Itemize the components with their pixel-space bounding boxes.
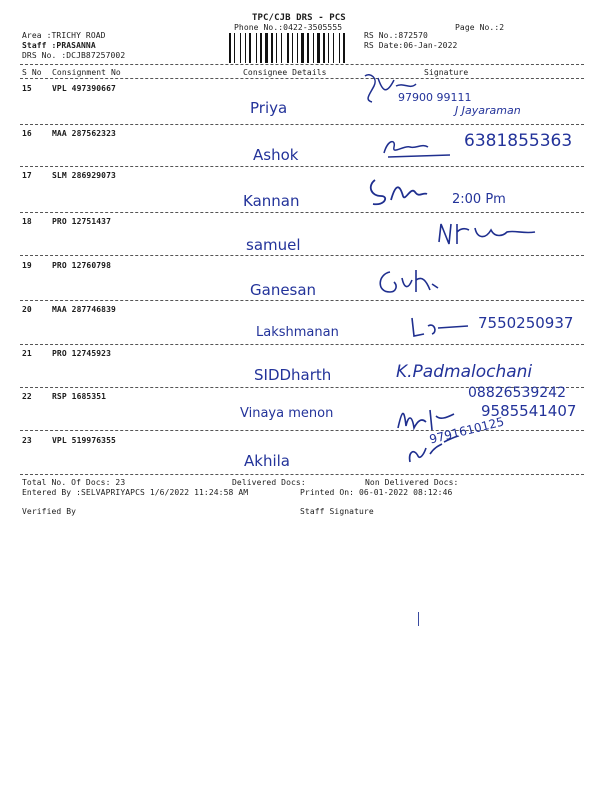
divider [20,255,584,256]
row-consignee: Ashok [253,146,299,164]
row-signature-text: 08826539242 [468,385,566,401]
row-signature-text: 97900 99111 [398,91,472,104]
barcode-bar [236,33,239,63]
barcode-bar [317,33,320,63]
barcode-bar [310,33,312,63]
col-signature: Signature [424,68,469,77]
row-consignment: PRO 12745923 [52,349,111,358]
row-signature-icon [380,133,455,161]
row-sno: 22 [22,392,32,401]
row-signature-icon [408,314,480,340]
barcode-bar [258,33,259,63]
barcode-bar [297,33,298,63]
barcode-bar [269,33,270,63]
row-signature-icon [360,70,420,110]
barcode-bar [249,33,251,63]
row-signature-text: 6381855363 [464,131,573,151]
row-consignment: MAA 287746839 [52,305,116,314]
barcode-bar [315,33,316,63]
barcode-bar [242,33,244,63]
row-sno: 19 [22,261,32,270]
barcode-bar [276,33,277,63]
divider [20,124,584,125]
divider [20,430,584,431]
divider [20,300,584,301]
row-consignment: VPL 519976355 [52,436,116,445]
staff-signature: Staff Signature [300,507,374,516]
barcode-bar [307,33,309,63]
pen-mark [418,612,419,626]
col-consignment: Consignment No [52,68,121,77]
barcode-bar [234,33,235,63]
row-signature-text-2: 9585541407 [481,402,577,420]
divider [20,474,584,475]
row-signature-icon [372,262,462,300]
row-consignee: Ganesan [250,281,317,299]
barcode-bar [301,33,304,63]
row-sno: 16 [22,129,32,138]
divider [20,78,584,79]
barcode-bar [341,33,342,63]
barcode-bar [260,33,262,63]
barcode-bar [247,33,248,63]
row-signature-text: 9791610125 [428,414,506,447]
barcode-bar [321,33,322,63]
barcode-bar [313,33,314,63]
row-consignment: PRO 12760798 [52,261,111,270]
delivered-docs: Delivered Docs: [232,478,306,487]
barcode-bar [292,33,293,63]
row-signature-icon [365,172,455,212]
row-sno: 15 [22,84,32,93]
row-consignee: Priya [250,99,288,117]
row-signature-text-2: J Jayaraman [455,104,521,117]
barcode-bar [333,33,334,63]
barcode-bar [328,33,329,63]
row-consignment: VPL 497390667 [52,84,116,93]
barcode-bar [343,33,345,63]
rs-number: RS No.:872570 [364,31,428,40]
divider [20,212,584,213]
barcode-bar [252,33,255,63]
barcode-bar [245,33,246,63]
barcode-bar [232,33,233,63]
page-number: Page No.:2 [455,23,505,32]
row-consignment: RSP 1685351 [52,392,107,401]
barcode-bar [278,33,280,63]
row-signature-text: 2:00 Pm [452,192,506,207]
barcode-bar [339,33,340,63]
barcode-bar [299,33,300,63]
non-delivered-docs: Non Delivered Docs: [365,478,459,487]
row-consignee: Vinaya menon [240,406,334,421]
row-consignment: PRO 12751437 [52,217,111,226]
barcode-bar [265,33,268,63]
drs-number: DRS No. :DCJB87257002 [22,51,126,60]
barcode-bar [271,33,273,63]
barcode-bar [326,33,327,63]
row-sno: 20 [22,305,32,314]
row-consignee: Kannan [243,192,300,210]
divider [20,166,584,167]
rs-date: RS Date:06-Jan-2022 [364,41,458,50]
total-docs: Total No. Of Docs: 23 [22,478,126,487]
document-title: TPC/CJB DRS - PCS [252,13,346,23]
row-signature-icon [404,432,464,468]
verified-by: Verified By [22,507,77,516]
barcode-bar [290,33,291,63]
row-signature-text: K.Padmalochani [396,362,533,382]
entered-by: Entered By :SELVAPRIYAPCS 1/6/2022 11:24:58 AM [22,488,249,497]
row-consignment: SLM 286929073 [52,171,116,180]
row-signature-text: 7550250937 [478,314,574,332]
barcode-bar [256,33,257,63]
divider [20,64,584,65]
col-sno: S No [22,68,42,77]
row-consignee: Lakshmanan [256,325,339,340]
barcode-bar [229,33,231,63]
barcode-bar [274,33,275,63]
barcode [229,33,359,63]
barcode-bar [294,33,296,63]
divider [20,344,584,345]
printed-on: Printed On: 06-01-2022 08:12:46 [300,488,453,497]
row-consignee: samuel [246,236,301,254]
area-label: Area :TRICHY ROAD [22,31,106,40]
barcode-bar [335,33,338,63]
row-sno: 21 [22,349,32,358]
barcode-bar [263,33,264,63]
row-sno: 23 [22,436,32,445]
barcode-bar [240,33,241,63]
barcode-bar [323,33,325,63]
barcode-bar [283,33,286,63]
barcode-bar [287,33,289,63]
barcode-bar [330,33,332,63]
row-consignee: SIDDharth [254,366,332,384]
row-consignment: MAA 287562323 [52,129,116,138]
staff-label: Staff :PRASANNA [22,41,96,50]
row-sno: 17 [22,171,32,180]
col-consignee: Consignee Details [243,68,327,77]
row-consignee: Akhila [244,452,290,470]
barcode-bar [305,33,306,63]
barcode-bar [281,33,282,63]
row-sno: 18 [22,217,32,226]
phone-number: Phone No.:0422-3505555 [234,23,343,32]
row-signature-icon [435,218,555,252]
